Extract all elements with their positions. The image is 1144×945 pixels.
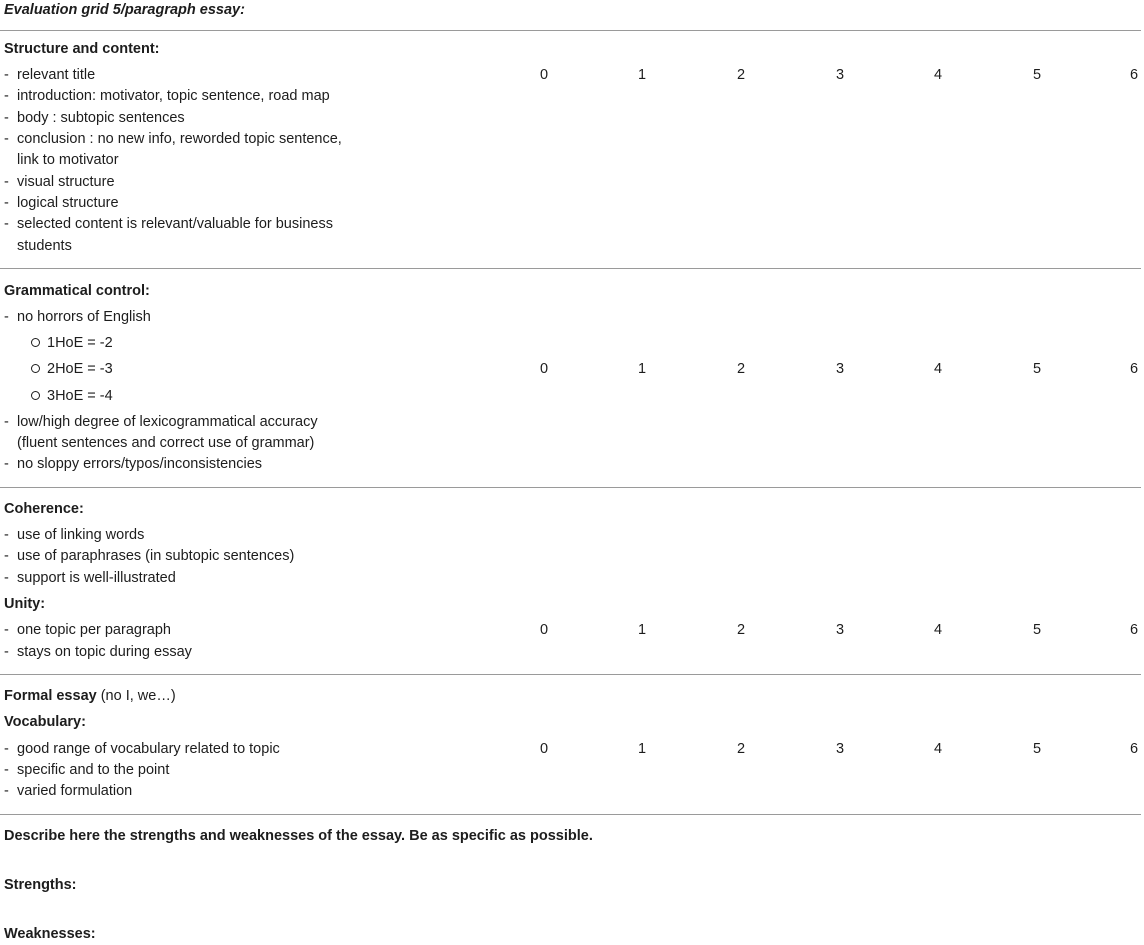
list-item: - no sloppy errors/typos/inconsistencies	[4, 456, 263, 472]
score-6[interactable]: 6	[1129, 741, 1139, 757]
circle-bullet-icon	[31, 364, 40, 373]
score-2[interactable]: 2	[736, 622, 746, 638]
list-item: - relevant title	[4, 67, 96, 83]
coherence-heading: Coherence:	[4, 501, 84, 517]
list-item: - use of paraphrases (in subtopic sentences)	[4, 548, 295, 564]
list-item: - introduction: motivator, topic sentence, road map	[4, 88, 330, 104]
sub-list-item: 2HoE = -3	[31, 359, 113, 380]
unity-heading: Unity:	[4, 596, 46, 612]
score-4[interactable]: 4	[933, 361, 943, 377]
circle-bullet-icon	[31, 338, 40, 347]
score-6[interactable]: 6	[1129, 622, 1139, 638]
strengths-label: Strengths:	[4, 877, 77, 893]
list-item-continuation: (fluent sentences and correct use of grammar)	[17, 435, 315, 451]
list-item: - good range of vocabulary related to topic	[4, 741, 280, 757]
vocabulary-heading: Vocabulary:	[4, 714, 86, 730]
list-item-continuation: students	[17, 238, 72, 254]
score-4[interactable]: 4	[933, 741, 943, 757]
divider	[0, 30, 1141, 31]
score-3[interactable]: 3	[835, 741, 845, 757]
score-1[interactable]: 1	[637, 741, 647, 757]
score-2[interactable]: 2	[736, 67, 746, 83]
divider	[0, 814, 1141, 815]
score-3[interactable]: 3	[835, 67, 845, 83]
score-6[interactable]: 6	[1129, 67, 1139, 83]
sub-list-item: 1HoE = -2	[31, 333, 113, 354]
divider	[0, 674, 1141, 675]
list-item: - support is well-illustrated	[4, 570, 176, 586]
score-2[interactable]: 2	[736, 361, 746, 377]
sub-list-item: 3HoE = -4	[31, 386, 113, 407]
score-0[interactable]: 0	[539, 67, 549, 83]
divider	[0, 487, 1141, 488]
list-item: - logical structure	[4, 195, 119, 211]
grid-title: Evaluation grid 5/paragraph essay:	[4, 2, 245, 18]
list-item: - varied formulation	[4, 783, 133, 799]
score-4[interactable]: 4	[933, 67, 943, 83]
score-0[interactable]: 0	[539, 741, 549, 757]
list-item: - conclusion : no new info, reworded topic sentence,	[4, 131, 342, 147]
list-item: - stays on topic during essay	[4, 644, 192, 660]
score-2[interactable]: 2	[736, 741, 746, 757]
list-item: - body : subtopic sentences	[4, 110, 185, 126]
score-1[interactable]: 1	[637, 622, 647, 638]
score-5[interactable]: 5	[1032, 741, 1042, 757]
circle-bullet-icon	[31, 391, 40, 400]
list-item: - specific and to the point	[4, 762, 170, 778]
score-5[interactable]: 5	[1032, 67, 1042, 83]
list-item: - low/high degree of lexicogrammatical accuracy	[4, 414, 318, 430]
weaknesses-label: Weaknesses:	[4, 926, 96, 942]
structure-heading: Structure and content:	[4, 41, 160, 57]
score-0[interactable]: 0	[539, 361, 549, 377]
score-6[interactable]: 6	[1129, 361, 1139, 377]
score-1[interactable]: 1	[637, 361, 647, 377]
list-item-continuation: link to motivator	[17, 152, 119, 168]
score-3[interactable]: 3	[835, 622, 845, 638]
score-0[interactable]: 0	[539, 622, 549, 638]
describe-instructions: Describe here the strengths and weaknesses of the essay. Be as specific as possible.	[4, 828, 593, 844]
score-5[interactable]: 5	[1032, 361, 1042, 377]
divider	[0, 268, 1141, 269]
list-item: - one topic per paragraph	[4, 622, 171, 638]
list-item: - no horrors of English	[4, 309, 151, 325]
score-1[interactable]: 1	[637, 67, 647, 83]
list-item: - visual structure	[4, 174, 115, 190]
formal-essay-line: Formal essay (no I, we…)	[4, 688, 176, 704]
score-4[interactable]: 4	[933, 622, 943, 638]
score-3[interactable]: 3	[835, 361, 845, 377]
list-item: - selected content is relevant/valuable for business	[4, 216, 333, 232]
list-item: - use of linking words	[4, 527, 145, 543]
grammar-heading: Grammatical control:	[4, 283, 150, 299]
score-5[interactable]: 5	[1032, 622, 1042, 638]
